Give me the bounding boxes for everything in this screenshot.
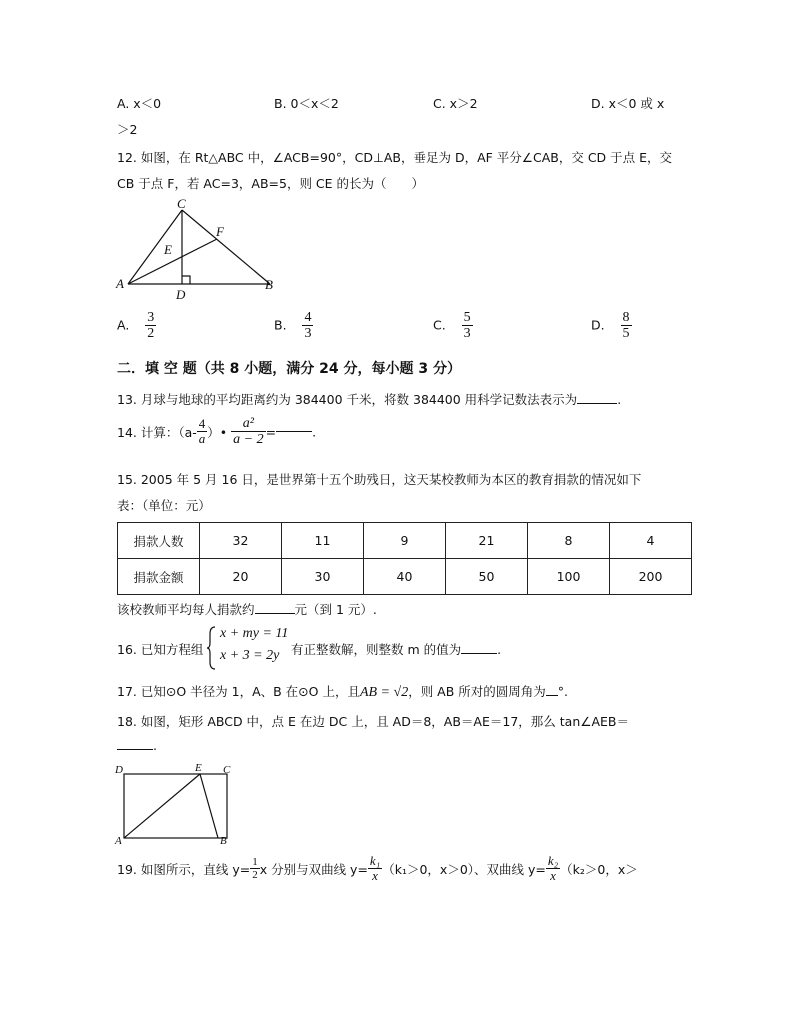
q15-after: 该校教师平均每人捐款约 元（到 1 元）.: [117, 602, 377, 617]
table-cell: 20: [200, 559, 282, 595]
q18-line2: .: [117, 738, 157, 753]
q18-rectangle-figure: [112, 762, 237, 846]
label-d: D: [176, 287, 186, 302]
label-a: A: [116, 276, 124, 291]
q11-option-b: B. 0＜x＜2: [274, 96, 339, 111]
label-c: C: [177, 196, 186, 211]
table-cell: 32: [200, 523, 282, 559]
q12-option-c: C. $\frac{5}{3}$: [433, 310, 471, 342]
q12-option-b: B. $\frac{4}{3}$: [274, 310, 312, 342]
label-b: B: [265, 277, 273, 292]
q19-text: 19. 如图所示，直线 y= $\frac{1}{2}$ x 分别与双曲线 y= $\frac{\text{k₁}}{x}$ （k₁＞0，x＞0）、双曲线 y= $\frac{\text{k₂}}{x}$ （k₂＞0，x＞: [117, 853, 638, 884]
answer-blank: [117, 749, 153, 750]
table-cell: 30: [282, 559, 364, 595]
q12-line2: CB 于点 F，若 AC=3，AB=5，则 CE 的长为（ ）: [117, 176, 425, 191]
q11-option-c: C. x＞2: [433, 96, 478, 111]
equation-1: x + my = 11: [220, 626, 289, 641]
q18-line1: 18. 如图，矩形 ABCD 中，点 E 在边 DC 上，且 AD＝8，AB＝AE＝17，那么 tan∠AEB＝: [117, 714, 629, 729]
donation-table: [117, 522, 692, 595]
table-cell: 捐款人数: [118, 523, 200, 559]
right-angle-mark: [182, 276, 190, 284]
q12-line1: 12. 如图，在 Rt△ABC 中，∠ACB=90°，CD⊥AB，垂足为 D，AF 平分∠CAB，交 CD 于点 E，交: [117, 150, 673, 165]
section-title: 二．填 空 题（共 8 小题，满分 24 分，每小题 3 分）: [117, 361, 461, 377]
label-f: F: [216, 224, 224, 239]
segment-ae: [124, 774, 200, 838]
answer-blank: [461, 653, 497, 654]
q15-line1: 15. 2005 年 5 月 16 日，是世界第十五个助残日，这天某校教师为本区的教育捐款的情况如下: [117, 472, 642, 487]
table-row: [118, 523, 692, 559]
table-cell: 21: [446, 523, 528, 559]
q12-triangle-figure: [112, 194, 282, 304]
table-cell: 11: [282, 523, 364, 559]
q11-option-d: D. x＜0 或 x: [591, 96, 665, 111]
q17-text: 17. 已知⊙O 半径为 1，A、B 在⊙O 上，且AB = √2，则 AB 所对的圆周角为 °.: [117, 684, 568, 700]
segment-cb: [182, 210, 270, 284]
label-d: D: [115, 764, 123, 776]
table-cell: 捐款金额: [118, 559, 200, 595]
q14-expression: 14. 计算：（a- $\frac{4}{a}$ ）• $\frac{\text{a²}}{a - 2}$ = .: [117, 416, 317, 448]
table-cell: 100: [528, 559, 610, 595]
answer-blank: [577, 403, 617, 404]
brace-icon: [207, 626, 217, 670]
q12-option-d: D. $\frac{8}{5}$: [591, 310, 630, 342]
label-b: B: [220, 835, 227, 846]
table-row: [118, 559, 692, 595]
segment-af: [128, 239, 217, 284]
table-cell: 8: [528, 523, 610, 559]
answer-blank: [276, 431, 312, 432]
label-e: E: [195, 762, 202, 774]
table-cell: 40: [364, 559, 446, 595]
q11-option-d-cont: ＞2: [117, 122, 138, 137]
q13-text: 13. 月球与地球的平均距离约为 384400 千米，将数 384400 用科学记数法表示为 .: [117, 392, 622, 407]
label-e: E: [164, 242, 172, 257]
table-cell: 4: [610, 523, 692, 559]
label-a: A: [115, 835, 122, 846]
label-c: C: [223, 764, 231, 776]
rectangle-abcd: [124, 774, 227, 838]
table-cell: 50: [446, 559, 528, 595]
segment-ac: [128, 210, 182, 284]
answer-blank: [546, 695, 558, 696]
q12-option-a: A. $\frac{3}{2}$: [117, 310, 155, 342]
equation-2: x + 3 = 2y: [220, 648, 280, 663]
q11-option-a: A. x＜0: [117, 96, 162, 111]
table-cell: 9: [364, 523, 446, 559]
table-cell: 200: [610, 559, 692, 595]
segment-eb: [200, 774, 218, 838]
q15-line2: 表：（单位：元）: [117, 498, 211, 513]
answer-blank: [255, 613, 295, 614]
